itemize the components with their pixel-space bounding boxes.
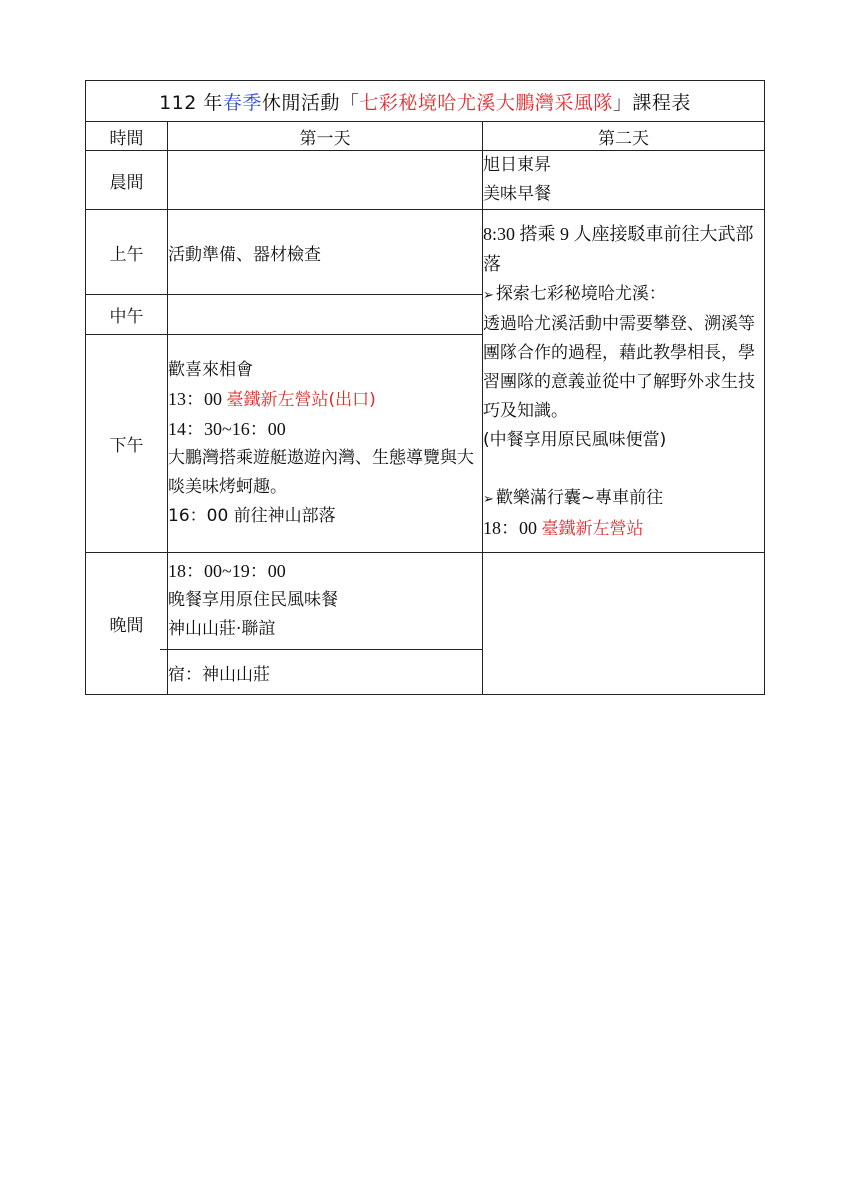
day2-shuttle: 8:30 搭乘 9 人座接駁車前往大武部落 xyxy=(483,224,754,274)
evening-social: 神山山莊‧聯誼 xyxy=(168,619,276,639)
afternoon-greeting: 歡喜來相會 xyxy=(168,360,253,380)
day2-station: 臺鐵新左營站 xyxy=(541,519,644,539)
meet-station: 臺鐵新左營站(出口) xyxy=(226,390,376,410)
afternoon-depart: 16：00 前往神山部落 xyxy=(168,506,336,526)
afternoon-time-range: 14：30~16：00 xyxy=(168,419,286,439)
schedule-sheet xyxy=(85,80,764,689)
day2-early-morning xyxy=(483,151,765,210)
title-suffix: 」課程表 xyxy=(612,91,691,114)
title-activity-name: 七彩秘境哈尤溪大鵬灣采風隊 xyxy=(359,91,613,114)
day1-evening xyxy=(168,553,483,695)
header-day1: 第一天 xyxy=(168,122,483,151)
day1-noon xyxy=(168,295,483,335)
evening-stay: 宿：神山山莊 xyxy=(168,664,270,685)
table-title xyxy=(86,81,765,122)
title-year: 112 年 xyxy=(159,91,223,114)
day2-early-morning-line-2: 美味早餐 xyxy=(483,184,551,204)
header-day2: 第二天 xyxy=(483,122,765,151)
evening-time-range: 18：00~19：00 xyxy=(168,561,286,581)
title-middle: 休閒活動「 xyxy=(261,91,360,114)
day1-early-morning xyxy=(168,151,483,210)
day2-lunch: (中餐享用原民風味便當) xyxy=(483,430,667,450)
arrow-bullet-icon: ➢ xyxy=(483,288,494,303)
afternoon-boat-tour: 大鵬灣搭乘遊艇遨遊內灣、生態導覽與大啖美味烤蚵趣。 xyxy=(168,448,474,497)
day2-arrival: 18：00 臺鐵新左營站 xyxy=(483,518,644,539)
evening-stay-section xyxy=(160,649,482,694)
day2-return: ➢ 歡樂滿行囊~專車前往 xyxy=(483,488,664,508)
day2-main-block xyxy=(483,210,765,553)
row-label-early-morning: 晨間 xyxy=(86,151,168,210)
afternoon-meet: 13：00 臺鐵新左營站(出口) xyxy=(168,389,376,410)
day2-explore: ➢ 探索七彩秘境哈尤溪： xyxy=(483,284,666,304)
row-label-noon: 中午 xyxy=(86,295,168,335)
header-time: 時間 xyxy=(86,122,168,151)
day2-explore-desc: 透過哈尤溪活動中需要攀登、溯溪等團隊合作的過程，藉此教學相長，學習團隊的意義並從中了解野外求生技巧及知識。 xyxy=(483,314,755,421)
row-label-morning: 上午 xyxy=(86,210,168,295)
day1-afternoon xyxy=(168,335,483,553)
row-label-afternoon: 下午 xyxy=(86,335,168,553)
row-label-evening: 晚間 xyxy=(86,553,168,695)
day2-early-morning-line-1: 旭日東昇 xyxy=(483,155,551,175)
day1-morning: 活動準備、器材檢查 xyxy=(168,210,483,295)
schedule-table xyxy=(85,80,765,695)
title-season: 春季 xyxy=(222,91,262,114)
day2-evening xyxy=(483,553,765,695)
arrow-bullet-icon: ➢ xyxy=(483,492,494,507)
evening-dinner: 晚餐享用原住民風味餐 xyxy=(168,590,338,610)
